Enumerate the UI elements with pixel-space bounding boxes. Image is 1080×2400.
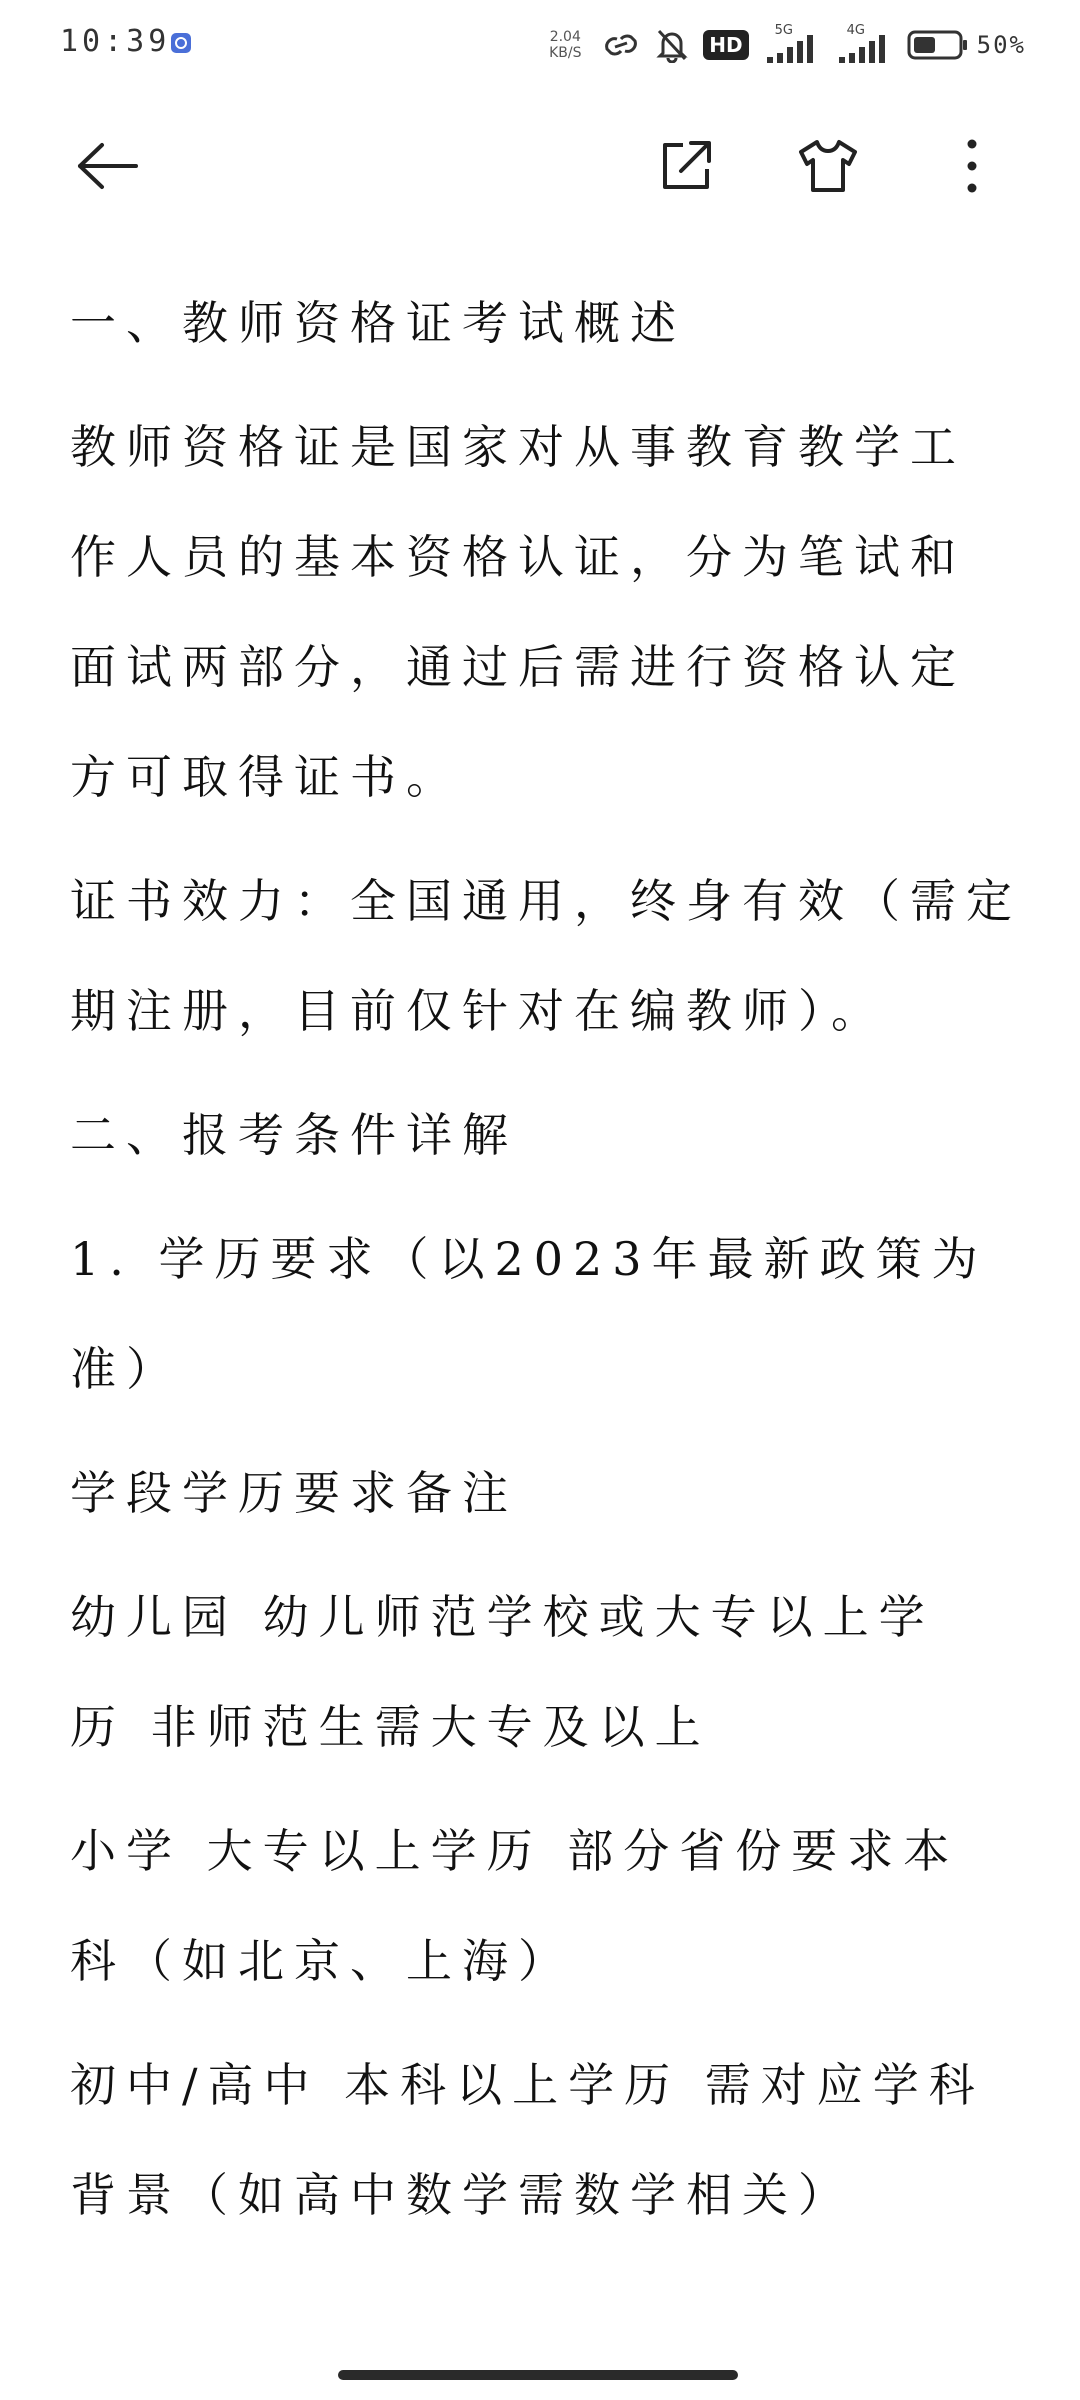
hd-badge: HD	[703, 30, 748, 60]
network-speed-unit: KB/S	[549, 45, 582, 61]
signal-4g	[835, 25, 893, 65]
more-vertical-icon	[962, 138, 982, 194]
section-heading-overview: 一、教师资格证考试概述	[70, 296, 686, 350]
signal-4g-label: 4G	[846, 23, 865, 38]
top-toolbar	[0, 110, 1080, 220]
status-time: 10:39	[60, 24, 171, 59]
table-row-line: 初中/高中 本科以上学历 需对应学科	[70, 2058, 985, 2112]
theme-button[interactable]	[792, 130, 864, 202]
status-bar	[0, 0, 1080, 90]
table-header: 学段学历要求备注	[70, 1466, 518, 1520]
battery	[907, 30, 1026, 60]
open-external-icon	[657, 137, 715, 195]
table-row-line: 小学 大专以上学历 部分省份要求本	[70, 1824, 960, 1878]
paragraph-line: 期注册，目前仅针对在编教师）。	[70, 984, 887, 1038]
more-options-button[interactable]	[936, 130, 1008, 202]
paragraph-line: 方可取得证书。	[70, 750, 462, 804]
network-speed	[543, 29, 587, 61]
table-row-line: 幼儿园 幼儿师范学校或大专以上学	[70, 1590, 935, 1644]
paragraph-line: 证书效力：全国通用，终身有效（需定	[70, 874, 1022, 928]
link-icon	[601, 29, 641, 61]
paragraph-line: 面试两部分，通过后需进行资格认定	[70, 640, 966, 694]
app-notification-icon	[168, 30, 194, 56]
open-external-button[interactable]	[650, 130, 722, 202]
home-indicator[interactable]	[338, 2370, 738, 2380]
battery-icon	[907, 30, 969, 60]
table-row-line: 科（如北京、上海）	[70, 1934, 574, 1988]
signal-5g	[763, 25, 821, 65]
paragraph-line: 作人员的基本资格认证，分为笔试和	[70, 530, 966, 584]
bell-muted-icon	[655, 27, 689, 63]
arrow-left-icon	[76, 141, 140, 191]
section-heading-requirements: 二、报考条件详解	[70, 1108, 518, 1162]
table-row-line: 背景（如高中数学需数学相关）	[70, 2168, 854, 2222]
subheading-line: 1. 学历要求（以2023年最新政策为	[70, 1232, 988, 1286]
status-icons	[543, 22, 1026, 68]
network-speed-value: 2.04	[549, 29, 581, 45]
tshirt-icon	[797, 138, 859, 194]
back-button[interactable]	[72, 130, 144, 202]
paragraph-line: 教师资格证是国家对从事教育教学工	[70, 420, 966, 474]
battery-percent: 50%	[976, 31, 1026, 59]
table-row-line: 历 非师范生需大专及以上	[70, 1700, 711, 1754]
subheading-line: 准）	[70, 1342, 182, 1396]
signal-5g-label: 5G	[774, 23, 793, 38]
article-content	[70, 268, 1030, 2250]
